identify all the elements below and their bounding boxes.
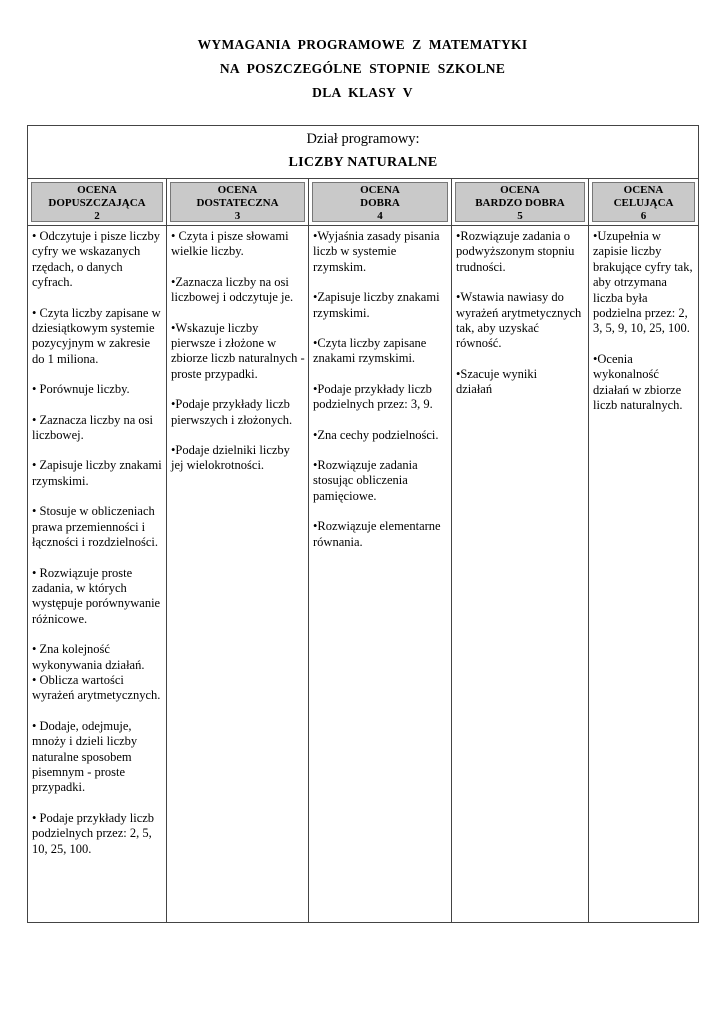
grade-header-box [592, 182, 695, 222]
grade-number: 6 [640, 210, 647, 222]
requirements-column-6 [589, 226, 699, 923]
requirement-item: •Czyta liczby zapisane znakami rzymskimi. [313, 336, 427, 366]
grade-header-2 [28, 179, 167, 226]
requirement-item: •Ocenia wykonalność działań w zbiorze liczb naturalnych. [593, 351, 683, 413]
requirement-item: •Zapisuje liczby znakami rzymskimi. [313, 290, 440, 320]
department-label: Dział programowy: [306, 131, 420, 147]
document-title [0, 33, 725, 105]
grade-word: OCENA [217, 184, 258, 196]
grade-name: DOBRA [360, 197, 400, 209]
requirement-item: • Dodaje, odejmuje, mnoży i dzieli liczby naturalne sposobem pisemnym - proste przypadki. [32, 718, 138, 795]
department-header [28, 126, 699, 179]
requirements-list [313, 229, 448, 550]
requirement-item: •Zaznacza liczby na osi liczbowej i odczytuje je. [171, 274, 294, 305]
title-line-3: DLA KLASY V [312, 85, 413, 100]
requirement-item: • Podaje przykłady liczb podzielnych przez: 2, 5, 10, 25, 100. [32, 810, 155, 856]
grade-header-box [312, 182, 448, 222]
requirement-item: • Rozwiązuje proste zadania, w których występuje porównywanie różnicowe. [32, 565, 161, 626]
grade-number: 5 [517, 210, 523, 222]
grade-number: 2 [94, 210, 100, 222]
grade-header-5 [452, 179, 589, 226]
requirement-item: •Wskazuje liczby pierwsze i złożone w zbiorze liczb naturalnych - proste przypadki. [171, 320, 305, 381]
requirement-item: • Odczytuje i pisze liczby cyfry we wskazanych rzędach, o danych cyfrach. [32, 229, 160, 290]
grade-header-box [31, 182, 163, 222]
requirements-column-2 [28, 226, 167, 923]
requirement-item: •Uzupełnia w zapisie liczby brakujące cyfry tak, aby otrzymana liczba była podzielna przez: 2, 3, 5, 9, 10, 25, 100. [593, 229, 693, 336]
requirements-column-5 [452, 226, 589, 923]
grade-name: CELUJĄCA [613, 197, 674, 209]
requirements-list [593, 229, 695, 413]
grade-name: DOSTATECZNA [196, 197, 279, 209]
requirements-column-3 [167, 226, 309, 923]
requirements-list [456, 229, 585, 398]
requirement-item: •Podaje dzielniki liczby jej wielokrotności. [171, 443, 290, 473]
grade-name: BARDZO DOBRA [475, 197, 565, 209]
grade-header-box [455, 182, 585, 222]
requirement-item: • Oblicza wartości wyrażeń arytmetycznych. [32, 672, 161, 703]
requirement-item: • Zaznacza liczby na osi liczbowej. [32, 412, 153, 443]
grade-header-6 [589, 179, 699, 226]
requirement-item: •Zna cechy podzielności. [313, 427, 439, 442]
grade-word: OCENA [500, 184, 540, 196]
grade-number: 3 [234, 210, 241, 222]
requirement-item: •Podaje przykłady liczb pierwszych i złożonych. [171, 397, 293, 427]
grade-header-3 [167, 179, 309, 226]
requirement-item: • Czyta i pisze słowami wielkie liczby. [171, 229, 289, 259]
requirement-item: •Rozwiązuje zadania o podwyższonym stopniu trudności. [456, 229, 575, 274]
requirements-table [27, 125, 699, 923]
requirement-item: • Zna kolejność wykonywania działań. [32, 642, 145, 672]
requirement-item: • Stosuje w obliczeniach prawa przemienności i łączności i rozdzielności. [32, 504, 158, 550]
requirement-item: • Czyta liczby zapisane w dziesiątkowym systemie pozycyjnym w zakresie do 1 miliona. [32, 305, 161, 366]
grade-name: DOPUSZCZAJĄCA [48, 197, 146, 209]
requirement-item: •Rozwiązuje zadania stosując obliczenia pamięciowe. [313, 458, 418, 503]
requirement-item: •Wyjaśnia zasady pisania liczb w systemie rzymskim. [313, 229, 440, 274]
requirement-item: •Wstawia nawiasy do wyrażeń arytmetycznych tak, aby uzyskać równość. [456, 290, 582, 351]
requirement-item: • Zapisuje liczby znakami rzymskimi. [32, 458, 162, 488]
grade-word: OCENA [360, 184, 400, 196]
requirements-list [32, 229, 163, 857]
requirement-item: •Rozwiązuje elementarne równania. [313, 519, 441, 549]
requirement-item: działań [456, 382, 493, 397]
department-name: LICZBY NATURALNE [288, 155, 438, 170]
grade-header-box [170, 182, 305, 222]
requirements-list [171, 229, 305, 474]
requirement-item: • Porównuje liczby. [32, 382, 130, 397]
grade-header-4 [309, 179, 452, 226]
title-line-1: WYMAGANIA PROGRAMOWE Z MATEMATYKI [197, 37, 528, 52]
requirement-item: •Szacuje wyniki [456, 366, 538, 381]
requirement-item: •Podaje przykłady liczb podzielnych przez: 3, 9. [313, 381, 433, 412]
grade-number: 4 [377, 210, 383, 222]
title-line-2: NA POSZCZEGÓLNE STOPNIE SZKOLNE [219, 61, 506, 76]
grade-word: OCENA [77, 184, 117, 196]
requirements-column-4 [309, 226, 452, 923]
grade-word: OCENA [623, 184, 664, 196]
